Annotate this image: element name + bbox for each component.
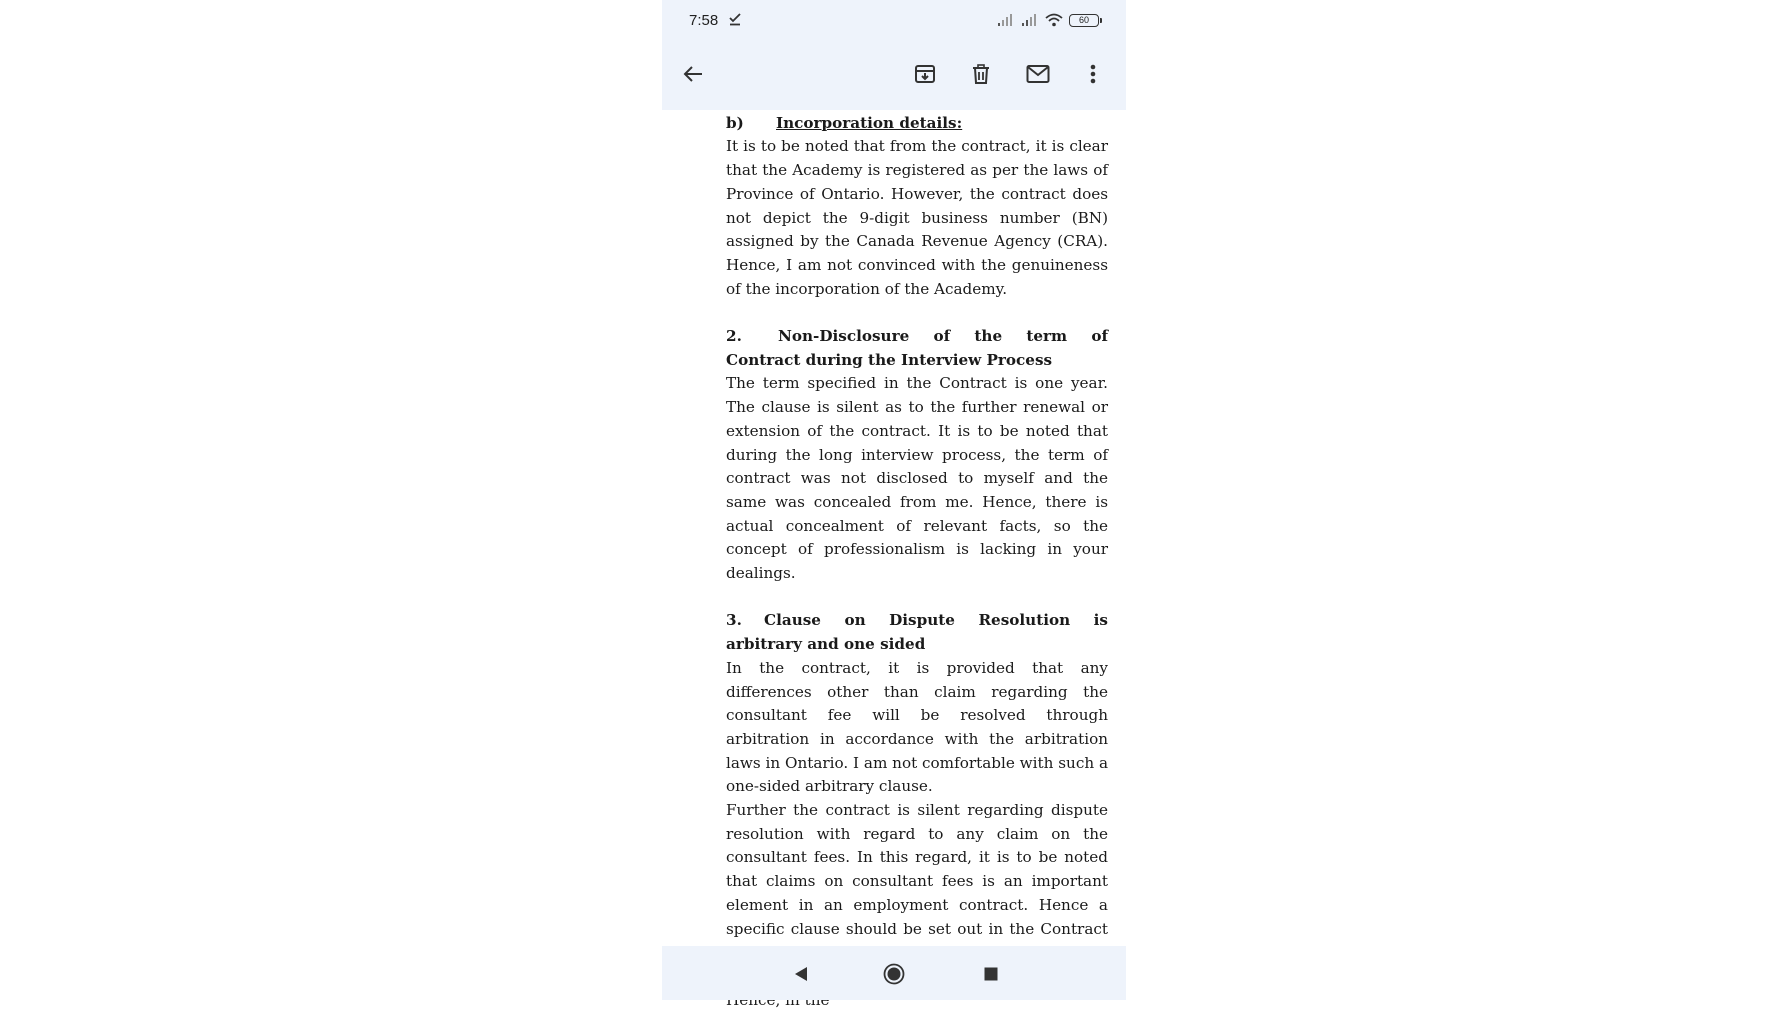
signal-icon xyxy=(1021,13,1039,27)
section-b-body: It is to be noted that from the contract, it is clear that the Academy is registered as per the laws of Province of Ontario. However, the contract does not depict the 9-digit business number (BN) assigned by the Canada Revenue Agency (CRA). Hence, I am not convinced with the genuineness of the incorporation of the Academy. xyxy=(726,137,1108,298)
section-3-body-2: Further the contract is silent regarding dispute resolution with regard to any claim on the consultant fees. In this regard, it is to be noted that claims on consultant fees is an important element in an employment contract. Hence a specific clause should be set out in the Contract xyxy=(726,801,1108,938)
cropped-line xyxy=(726,88,1108,112)
nav-back-icon[interactable] xyxy=(790,963,812,985)
status-icons xyxy=(997,12,1099,28)
wifi-icon xyxy=(1045,13,1063,27)
battery-indicator: 60 xyxy=(1069,14,1099,27)
status-time: 7:58 xyxy=(689,12,719,29)
section-3-heading xyxy=(726,609,1108,656)
section-b-heading xyxy=(726,112,1108,136)
section-3-number: 3. xyxy=(726,611,742,630)
archive-icon[interactable] xyxy=(910,59,940,89)
download-done-icon xyxy=(728,12,742,26)
back-arrow-icon[interactable] xyxy=(678,59,708,89)
section-2-heading xyxy=(726,325,1108,372)
section-3-body-1: In the contract, it is provided that any differences other than claim regarding the consultant fee will be resolved through arbitration in accordance with the arbitration laws in Ontario. I am not comfortable with such a one-sided arbitrary clause. xyxy=(726,658,1108,796)
system-nav-bar xyxy=(662,946,1126,1000)
document-page xyxy=(726,88,1108,1012)
nav-recents-icon[interactable] xyxy=(980,963,1002,985)
section-2-title: Non-Disclosure of the term of Contract during the Interview Process xyxy=(726,327,1108,369)
more-vert-icon[interactable] xyxy=(1078,59,1108,89)
section-b-label: b) xyxy=(726,113,744,132)
mail-unread-icon[interactable] xyxy=(1023,59,1053,89)
phone-screen xyxy=(662,0,1126,1000)
section-3-title: Clause on Dispute Resolution is arbitrary and one sided xyxy=(726,611,1108,654)
signal-icon xyxy=(997,13,1015,27)
section-b-title: Incorporation details: xyxy=(776,113,963,132)
section-2-number: 2. xyxy=(726,327,742,345)
nav-home-icon[interactable] xyxy=(883,963,905,985)
section-2-body: The term specified in the Contract is one year. The clause is silent as to the further renewal or extension of the contract. It is to be noted that during the long interview process, the term of contract was not disclosed to myself and the same was concealed from me. Hence, there is actual concealment of relevant facts, so the concept of professionalism is lacking in your dealings. xyxy=(726,374,1108,583)
status-bar xyxy=(662,0,1126,42)
trash-icon[interactable] xyxy=(966,59,996,89)
attachment-viewer[interactable] xyxy=(662,110,1126,946)
